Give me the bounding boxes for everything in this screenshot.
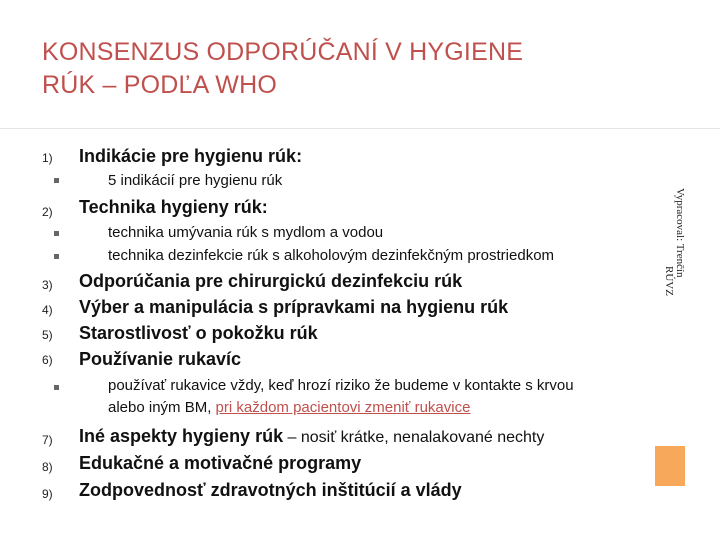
item-label-5: Starostlivosť o pokožku rúk (79, 323, 318, 343)
side-credit-org: RÚVZ (663, 266, 675, 296)
item-label-2: Technika hygieny rúk: (79, 197, 268, 217)
sub-item-6b-text: alebo iným BM, (108, 399, 212, 416)
item-label-9: Zodpovednosť zdravotných inštitúcií a vlády (79, 480, 462, 500)
sub-item-6b (108, 398, 470, 417)
item-label-8: Edukačné a motivačné programy (79, 453, 362, 473)
item-number-5: 5) (42, 328, 53, 342)
sub-item-2b: technika dezinfekcie rúk s alkoholovým dezinfekčným prostriedkom (108, 247, 555, 264)
bullet-icon (54, 385, 59, 390)
item-number-8: 8) (42, 460, 53, 474)
bullet-icon (54, 178, 59, 183)
item-number-2: 2) (42, 205, 53, 219)
item-number-3: 3) (42, 278, 53, 292)
side-credit (663, 188, 685, 308)
page-title (42, 36, 523, 102)
item-number-7: 7) (42, 433, 53, 447)
bullet-icon (54, 231, 59, 236)
item-label-7 (79, 426, 544, 447)
item-label-7-suffix: – nosiť krátke, nenalakované nechty (283, 429, 545, 446)
sub-item-6a: používať rukavice vždy, keď hrozí riziko že budeme v kontakte s krvou (108, 377, 574, 394)
side-credit-author: Vypracoval: Trenčín (674, 188, 686, 278)
item-number-6: 6) (42, 353, 53, 367)
title-line-1: KONSENZUS ODPORÚČANÍ V HYGIENE (42, 38, 524, 66)
item-number-4: 4) (42, 303, 53, 317)
item-label-6: Používanie rukavíc (79, 349, 242, 369)
sub-item-1: 5 indikácií pre hygienu rúk (108, 172, 283, 189)
item-label-4: Výber a manipulácia s prípravkami na hygienu rúk (79, 297, 509, 317)
divider (0, 128, 720, 129)
item-number-9: 9) (42, 487, 53, 501)
item-number-1: 1) (42, 151, 53, 165)
title-line-2: RÚK – PODĽA WHO (42, 71, 277, 99)
decorative-block (655, 446, 685, 486)
item-label-1: Indikácie pre hygienu rúk: (79, 146, 303, 166)
change-gloves-link[interactable]: pri každom pacientovi zmeniť rukavice (215, 399, 471, 416)
item-label-7-bold: Iné aspekty hygieny rúk (79, 426, 284, 446)
item-label-3: Odporúčania pre chirurgickú dezinfekciu rúk (79, 271, 463, 291)
sub-item-2a: technika umývania rúk s mydlom a vodou (108, 224, 384, 241)
bullet-icon (54, 254, 59, 259)
